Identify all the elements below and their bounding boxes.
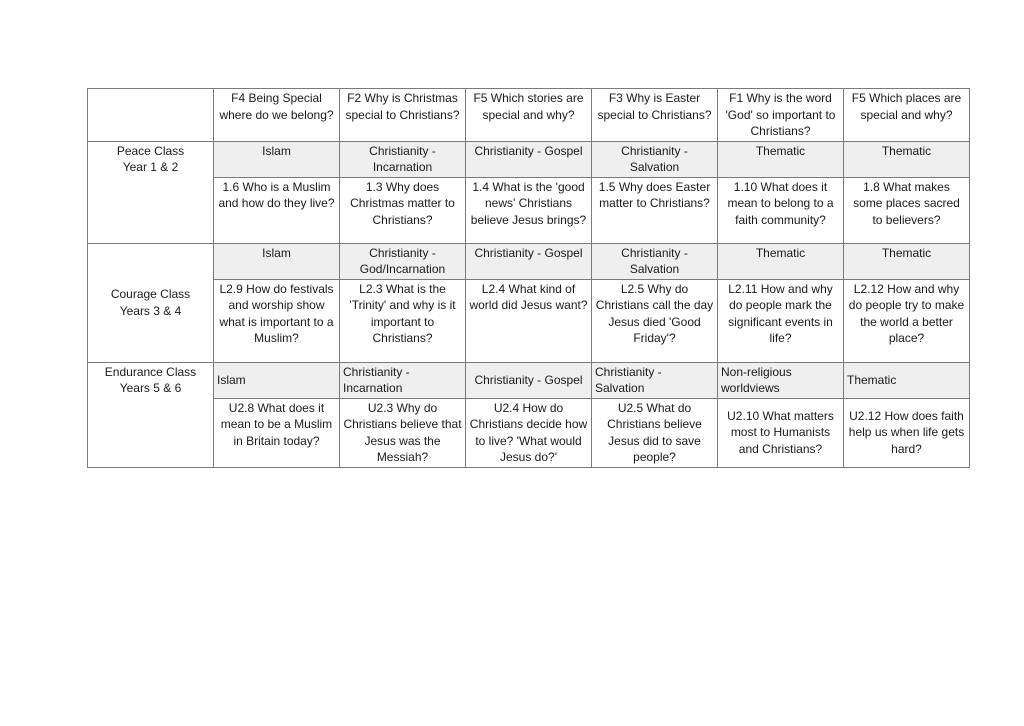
question-cell: L2.5 Why do Christians call the day Jesus died 'Good Friday'? bbox=[592, 279, 718, 362]
class-years: Years 3 & 4 bbox=[119, 303, 182, 318]
class-name: Peace Class bbox=[116, 143, 185, 158]
endurance-class-label bbox=[88, 362, 214, 467]
theme-cell: Christianity - Incarnation bbox=[340, 362, 466, 398]
theme-cell: Christianity - Salvation bbox=[592, 362, 718, 398]
question-cell: 1.5 Why does Easter matter to Christians? bbox=[592, 177, 718, 243]
question-cell: L2.9 How do festivals and worship show what is important to a Muslim? bbox=[214, 279, 340, 362]
question-cell: U2.4 How do Christians decide how to live? 'What would Jesus do?' bbox=[466, 398, 592, 467]
question-cell: L2.12 How and why do people try to make the world a better place? bbox=[844, 279, 970, 362]
theme-cell: Christianity - God/Incarnation bbox=[340, 243, 466, 279]
theme-cell: Christianity - Gospel bbox=[466, 362, 592, 398]
theme-cell: Thematic bbox=[844, 141, 970, 177]
column-header: F2 Why is Christmas special to Christians? bbox=[340, 89, 466, 142]
question-cell: 1.10 What does it mean to belong to a faith community? bbox=[718, 177, 844, 243]
question-cell: U2.8 What does it mean to be a Muslim in Britain today? bbox=[214, 398, 340, 467]
question-cell: L2.11 How and why do people mark the significant events in life? bbox=[718, 279, 844, 362]
theme-cell: Christianity - Salvation bbox=[592, 243, 718, 279]
question-cell: U2.3 Why do Christians believe that Jesus was the Messiah? bbox=[340, 398, 466, 467]
column-header: F4 Being Special where do we belong? bbox=[214, 89, 340, 142]
courage-theme-row bbox=[88, 243, 970, 279]
class-name: Endurance Class bbox=[104, 364, 197, 379]
theme-cell: Christianity - Incarnation bbox=[340, 141, 466, 177]
courage-class-label bbox=[88, 243, 214, 362]
question-cell: 1.3 Why does Christmas matter to Christians? bbox=[340, 177, 466, 243]
question-cell: 1.4 What is the 'good news' Christians believe Jesus brings? bbox=[466, 177, 592, 243]
theme-cell: Islam bbox=[214, 141, 340, 177]
peace-question-row bbox=[88, 177, 970, 243]
theme-cell: Christianity - Gospel bbox=[466, 243, 592, 279]
theme-cell: Thematic bbox=[718, 243, 844, 279]
theme-cell: Thematic bbox=[844, 243, 970, 279]
courage-question-row bbox=[88, 279, 970, 362]
question-cell: 1.6 Who is a Muslim and how do they live? bbox=[214, 177, 340, 243]
question-cell: L2.4 What kind of world did Jesus want? bbox=[466, 279, 592, 362]
theme-cell: Islam bbox=[214, 243, 340, 279]
theme-cell: Thematic bbox=[718, 141, 844, 177]
corner-cell bbox=[88, 89, 214, 142]
column-header: F3 Why is Easter special to Christians? bbox=[592, 89, 718, 142]
question-cell: U2.12 How does faith help us when life gets hard? bbox=[844, 398, 970, 467]
curriculum-table bbox=[87, 88, 970, 468]
class-years: Years 5 & 6 bbox=[119, 381, 182, 395]
theme-cell: Christianity - Gospel bbox=[466, 141, 592, 177]
column-header: F5 Which places are special and why? bbox=[844, 89, 970, 142]
question-cell: 1.8 What makes some places sacred to believers? bbox=[844, 177, 970, 243]
question-cell: U2.10 What matters most to Humanists and Christians? bbox=[718, 398, 844, 467]
question-cell: L2.3 What is the 'Trinity' and why is it important to Christians? bbox=[340, 279, 466, 362]
class-years: Year 1 & 2 bbox=[122, 160, 179, 174]
endurance-question-row bbox=[88, 398, 970, 467]
peace-theme-row bbox=[88, 141, 970, 177]
theme-cell: Non-religious worldviews bbox=[718, 362, 844, 398]
column-header: F1 Why is the word 'God' so important to Christians? bbox=[718, 89, 844, 142]
class-name: Courage Class bbox=[110, 287, 191, 301]
theme-cell: Christianity - Salvation bbox=[592, 141, 718, 177]
endurance-theme-row bbox=[88, 362, 970, 398]
theme-cell: Islam bbox=[214, 362, 340, 398]
header-row bbox=[88, 89, 970, 142]
column-header: F5 Which stories are special and why? bbox=[466, 89, 592, 142]
peace-class-label bbox=[88, 141, 214, 243]
theme-cell: Thematic bbox=[844, 362, 970, 398]
question-cell: U2.5 What do Christians believe Jesus did to save people? bbox=[592, 398, 718, 467]
